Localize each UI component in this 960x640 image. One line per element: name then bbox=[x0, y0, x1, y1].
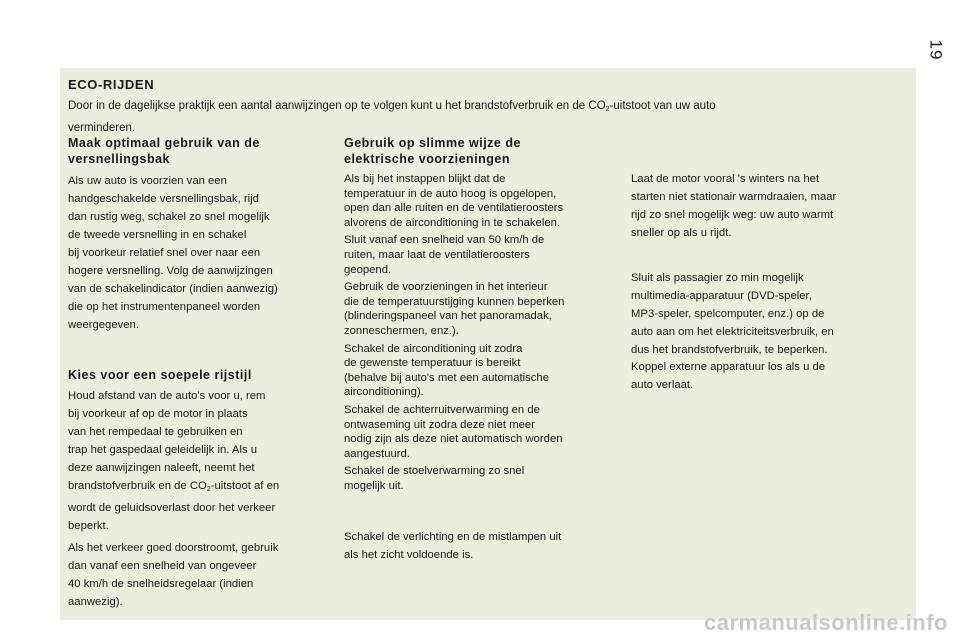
smooth-line: beperkt. bbox=[68, 520, 109, 532]
electrical-paragraph bbox=[344, 403, 619, 461]
cruise-line: dan vanaf een snelheid van ongeveer bbox=[68, 560, 257, 572]
electrical-paragraph bbox=[344, 172, 619, 230]
multimedia-line: Sluit als passagier zo min mogelijk bbox=[631, 272, 804, 284]
heading-electrical-line1: Gebruik op slimme wijze de bbox=[344, 136, 521, 150]
gearbox-line: weergegeven. bbox=[68, 319, 139, 331]
electrical-line: die de temperatuurstijging kunnen beperken bbox=[344, 295, 565, 308]
lighting-line: Schakel de verlichting en de mistlampen uit bbox=[344, 531, 562, 543]
electrical-line: aangestuurd. bbox=[344, 447, 410, 460]
electrical-line: temperatuur in de auto hoog is opgelopen, bbox=[344, 187, 557, 200]
gearbox-line: hogere versnelling. Volg de aanwijzingen bbox=[68, 265, 273, 277]
smooth-line: wordt de geluidsoverlast door het verkeer bbox=[68, 502, 276, 514]
paragraph-multimedia bbox=[631, 269, 891, 359]
multimedia-line: MP3-speler, spelcomputer, enz.) op de bbox=[631, 308, 825, 320]
smooth-line: deze aanwijzingen naleeft, neemt het bbox=[68, 462, 255, 474]
gearbox-line: dan rustig weg, schakel zo snel mogelijk bbox=[68, 211, 270, 223]
electrical-line: Sluit vanaf een snelheid van 50 km/h de bbox=[344, 234, 545, 247]
paragraph-disconnect bbox=[631, 358, 891, 394]
gearbox-line: handgeschakelde versnellingsbak, rijd bbox=[68, 193, 259, 205]
heading-gearbox bbox=[68, 135, 333, 167]
electrical-line: (blinderingspaneel van het panoramadak, bbox=[344, 310, 552, 323]
page-number: 19 bbox=[926, 39, 946, 61]
electrical-line: nodig zijn als deze niet automatisch worden bbox=[344, 433, 563, 446]
electrical-line: Schakel de achterruitverwarming en de bbox=[344, 403, 540, 416]
gearbox-line: die op het instrumentenpaneel worden bbox=[68, 301, 261, 313]
heading-smooth-driving: Kies voor een soepele rijstijl bbox=[68, 368, 252, 382]
electrical-paragraph bbox=[344, 280, 619, 338]
intro-text-part2: -uitstoot van uw auto bbox=[609, 100, 716, 112]
gearbox-line: de tweede versnelling in en schakel bbox=[68, 229, 247, 241]
smooth-co2-after: -uitstoot af en bbox=[210, 480, 280, 492]
electrical-line: Schakel de stoelverwarming zo snel bbox=[344, 465, 525, 478]
heading-electrical-line2: elektrische voorzieningen bbox=[344, 152, 511, 166]
intro-co2-subscript: 2 bbox=[605, 106, 610, 113]
smooth-line: trap het gaspedaal geleidelijk in. Als u bbox=[68, 444, 258, 456]
smooth-line-co2 bbox=[68, 477, 333, 499]
electrical-line: Schakel de airconditioning uit zodra bbox=[344, 342, 523, 355]
electrical-line: alvorens de airconditioning in te schakelen. bbox=[344, 216, 561, 229]
warmup-line: starten niet stationair warmdraaien, maar bbox=[631, 191, 837, 203]
electrical-line: mogelijk uit. bbox=[344, 479, 404, 492]
paragraph-gearbox bbox=[68, 172, 333, 334]
electrical-line: ruiten, maar laat de ventilatieroosters bbox=[344, 248, 530, 261]
heading-smooth-driving-wrap bbox=[68, 367, 333, 383]
intro-text bbox=[68, 97, 848, 137]
cruise-line: Als het verkeer goed doorstroomt, gebruik bbox=[68, 542, 279, 554]
disconnect-line: auto verlaat. bbox=[631, 379, 694, 391]
paragraph-cruise-control bbox=[68, 539, 333, 611]
smooth-line: bij voorkeur af op de motor in plaats bbox=[68, 408, 248, 420]
warmup-line: Laat de motor vooral 's winters na het bbox=[631, 173, 820, 185]
paragraph-smooth-driving bbox=[68, 387, 333, 535]
cruise-line: 40 km/h de snelheidsregelaar (indien bbox=[68, 578, 254, 590]
warmup-line: sneller op als u rijdt. bbox=[631, 227, 732, 239]
heading-electrical-wrap bbox=[344, 135, 619, 167]
electrical-line: airconditioning). bbox=[344, 386, 424, 399]
electrical-line: geopend. bbox=[344, 263, 392, 276]
paragraph-lighting bbox=[344, 528, 619, 564]
multimedia-line: multimedia-apparatuur (DVD-speler, bbox=[631, 290, 812, 302]
heading-gearbox-line2: versnellingsbak bbox=[68, 152, 170, 166]
gearbox-line: bij voorkeur relatief snel over naar een bbox=[68, 247, 261, 259]
electrical-paragraph bbox=[344, 233, 619, 277]
intro-text-line2: verminderen. bbox=[68, 122, 136, 134]
electrical-paragraph bbox=[344, 464, 619, 493]
smooth-co2-subscript: 2 bbox=[206, 486, 211, 493]
multimedia-line: dus het brandstofverbruik, te beperken. bbox=[631, 344, 828, 356]
intro-text-part1: Door in de dagelijkse praktijk een aantal aanwijzingen op te volgen kunt u het brandstofverbruik en de CO bbox=[68, 100, 606, 112]
smooth-co2-before: brandstofverbruik en de CO bbox=[68, 480, 207, 492]
heading-gearbox-line1: Maak optimaal gebruik van de bbox=[68, 136, 260, 150]
electrical-line: ontwaseming uit zodra deze niet meer bbox=[344, 418, 535, 431]
paragraphs-electrical bbox=[344, 172, 619, 493]
heading-electrical bbox=[344, 135, 619, 167]
electrical-line: Gebruik de voorzieningen in het interieur bbox=[344, 281, 548, 294]
electrical-line: (behalve bij auto's met een automatische bbox=[344, 371, 549, 384]
electrical-line: Als bij het instappen blijkt dat de bbox=[344, 173, 506, 185]
cruise-line: aanwezig). bbox=[68, 596, 123, 608]
column-gearbox bbox=[68, 135, 333, 167]
multimedia-line: auto aan om het elektriciteitsverbruik, en bbox=[631, 326, 834, 338]
disconnect-line: Koppel externe apparatuur los als u de bbox=[631, 361, 826, 373]
electrical-line: zonneschermen, enz.). bbox=[344, 324, 459, 337]
section-title: ECO-RIJDEN bbox=[68, 77, 155, 92]
gearbox-line: Als uw auto is voorzien van een bbox=[68, 175, 227, 187]
gearbox-line: van de schakelindicator (indien aanwezig) bbox=[68, 283, 278, 295]
paragraph-warm-up bbox=[631, 170, 891, 242]
electrical-line: de gewenste temperatuur is bereikt bbox=[344, 357, 521, 370]
electrical-line: open dan alle ruiten en de ventilatieroosters bbox=[344, 202, 564, 215]
smooth-line: van het rempedaal te gebruiken en bbox=[68, 426, 243, 438]
lighting-line: als het zicht voldoende is. bbox=[344, 549, 474, 561]
electrical-paragraph bbox=[344, 342, 619, 400]
watermark: carmanualsonline.info bbox=[704, 610, 948, 635]
smooth-line: Houd afstand van de auto's voor u, rem bbox=[68, 390, 266, 402]
warmup-line: rijd zo snel mogelijk weg: uw auto warmt bbox=[631, 209, 834, 221]
